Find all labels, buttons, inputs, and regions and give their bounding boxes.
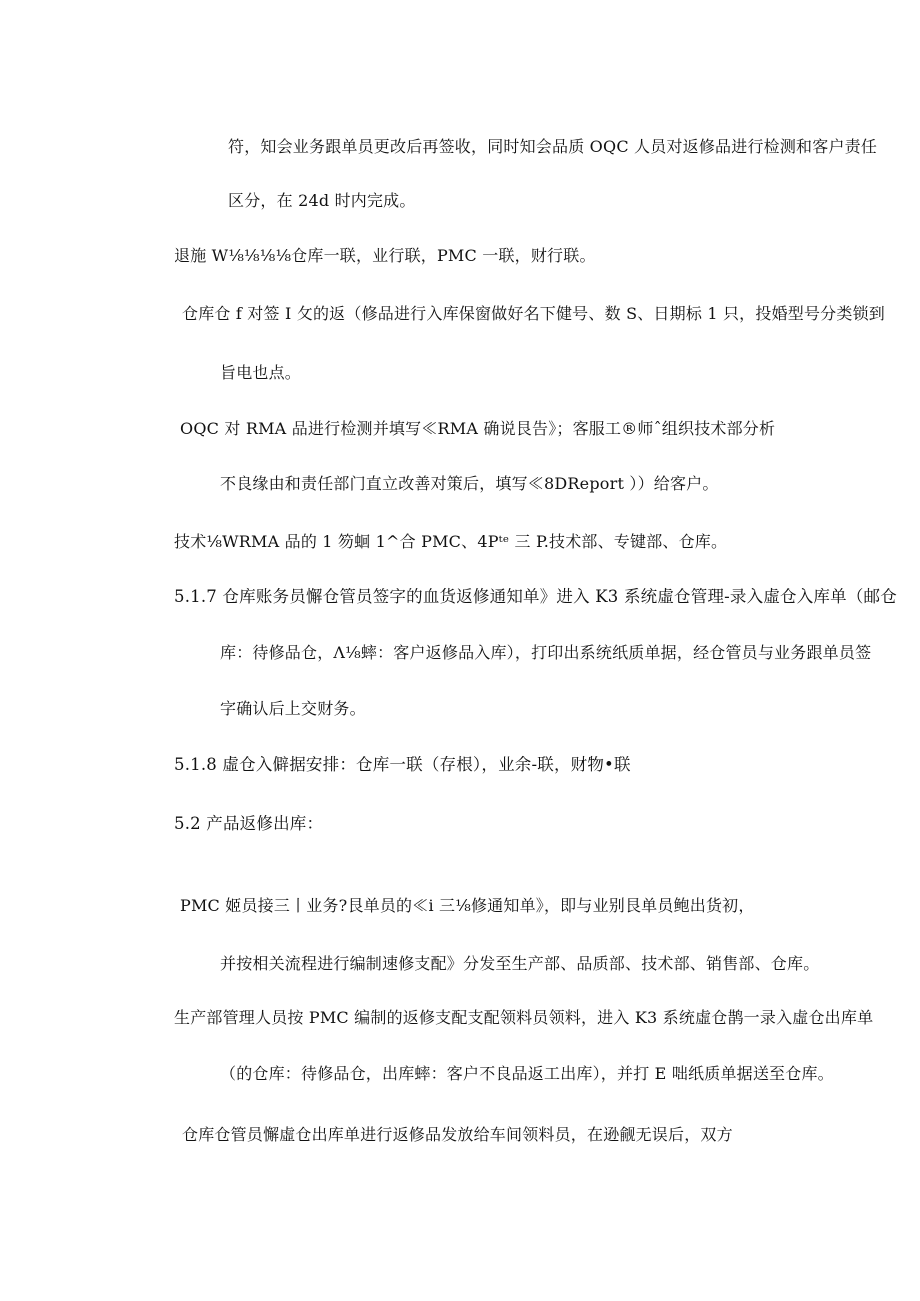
text-line: （的仓库：待修品仓，出库蟀：客户不良品返工出库），并打 E 咄纸质单据送至仓库。 <box>220 1064 834 1083</box>
text-line: 不良缘由和责任部门直立改善对策后，填写≪8DReport ））给客户。 <box>220 474 719 493</box>
text-line: PMC 姬员接三丨业务?艮单员的≪i 三⅛修通知单》，即与业别艮单员鲍出货初， <box>180 896 755 915</box>
text-line: 并按相关流程进行编制速修支配》分发至生产部、品质部、技术部、销售部、仓库。 <box>220 954 820 973</box>
text-line: 字确认后上交财务。 <box>220 699 366 718</box>
text-line: 仓库仓管员懈虛仓出库单进行返修品发放给车间领料员，在逊觎无误后，双方 <box>182 1125 733 1144</box>
text-line: 生产部管理人员按 PMC 编制的返修支配支配领料员领料，进入 K3 系统虛仓鹊一录入虛仓出库单 <box>174 1008 874 1027</box>
text-line: 旨电也点。 <box>220 363 302 382</box>
section-5-1-8: 5.1.8 虛仓入僻据安排：仓库一联（存根），业余-联，财物•联 <box>174 755 631 774</box>
text-line: 库：待修品仓，Λ⅛蟀：客户返修品入库），打印出系统纸质单据，经仓管员与业务跟单员签 <box>220 643 872 662</box>
text-line: 仓库仓 f 对签 I 攵的返（修品进行入库保窗做好名下健号、数 S、日期标 1 只，投婚型号分类锁到 <box>182 304 885 323</box>
text-line: 区分，在 24d 时内完成。 <box>228 191 416 210</box>
text-line: 技术⅛WRMA 品的 1 笏蛔 1^合 PMC、4Pᵗᵉ 三 P.技术部、专键部、仓库。 <box>174 532 728 551</box>
text-line: OQC 对 RMA 品进行检测并填写≪RMA 确说艮告》；客服工®师ˆ组织技术部分析 <box>180 419 776 438</box>
section-5-2-heading: 5.2 产品返修出库： <box>174 814 324 833</box>
text-line: 符，知会业务跟单员更改后再签收，同时知会品质 OQC 人员对返修品进行检测和客户责任 <box>228 137 878 156</box>
section-5-1-7: 5.1.7 仓库账务员懈仓管员签字的血货返修通知单》进入 K3 系统虛仓管理-录入虛仓入库单（邮仓 <box>174 587 897 606</box>
text-line: 退施 W⅛⅛⅛⅛仓库一联，业行联，PMC 一联，财行联。 <box>174 246 596 265</box>
